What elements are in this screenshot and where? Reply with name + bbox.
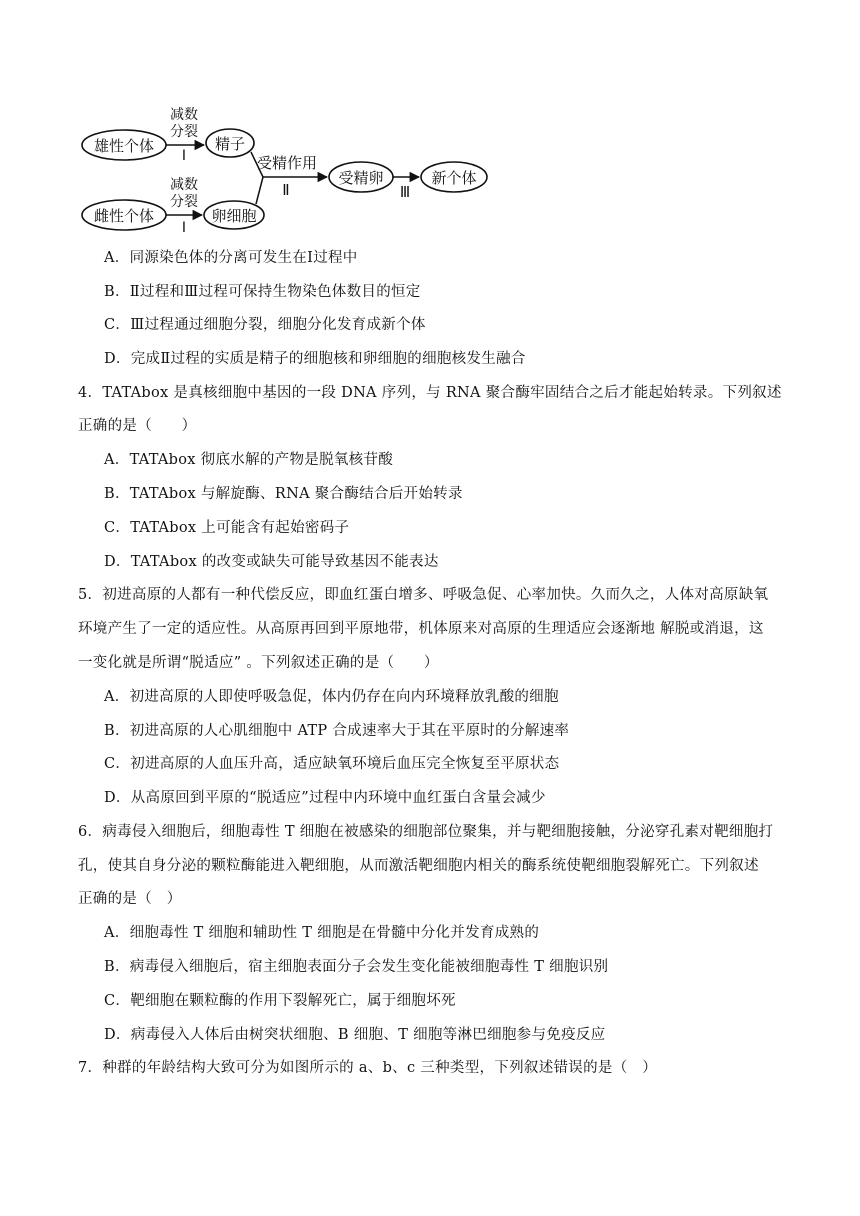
svg-text:减数: 减数 [170, 177, 198, 193]
svg-text:雌性个体: 雌性个体 [93, 207, 155, 225]
sperm-node [206, 129, 254, 157]
svg-text:精子: 精子 [214, 135, 246, 153]
q6-option-c: C．靶细胞在颗粒酶的作用下裂解死亡，属于细胞坏死 [104, 993, 456, 1009]
svg-text:Ⅰ: Ⅰ [181, 220, 187, 236]
q7-stem-line-1: 7．种群的年龄结构大致可分为如图所示的 a、b、c 三种类型，下列叙述错误的是（ ） [78, 1060, 658, 1076]
meiosis-label-top [170, 106, 198, 164]
svg-text:受精作用: 受精作用 [256, 154, 318, 172]
q6-option-b: B．病毒侵入细胞后，宿主细胞表面分子会发生变化能被细胞毒性 T 细胞识别 [104, 959, 609, 975]
svg-text:分裂: 分裂 [170, 194, 198, 210]
svg-text:Ⅰ: Ⅰ [181, 148, 187, 164]
svg-text:Ⅱ: Ⅱ [282, 181, 290, 199]
q4-option-d: D．TATAbox 的改变或缺失可能导致基因不能表达 [104, 554, 439, 570]
svg-text:分裂: 分裂 [170, 124, 198, 140]
q4-stem-line-1: 4．TATAbox 是真核细胞中基因的一段 DNA 序列，与 RNA 聚合酶牢固结合之后才能起始转录。下列叙述 [78, 385, 782, 401]
q3-option-d: D．完成Ⅱ过程的实质是精子的细胞核和卵细胞的细胞核发生融合 [104, 351, 526, 367]
svg-text:受精卵: 受精卵 [338, 169, 384, 187]
q6-stem-line-2: 孔，使其自身分泌的颗粒酶能进入靶细胞，从而激活靶细胞内相关的酶系统使靶细胞裂解死亡。下列叙述 [78, 858, 759, 874]
svg-text:新个体: 新个体 [431, 169, 477, 187]
q5-option-b: B．初进高原的人心肌细胞中 ATP 合成速率大于其在平原时的分解速率 [104, 723, 570, 739]
q3-option-c: C．Ⅲ过程通过细胞分裂，细胞分化发育成新个体 [104, 317, 426, 333]
q5-option-d: D．从高原回到平原的“脱适应”过程中内环境中血红蛋白含量会减少 [104, 790, 546, 806]
meiosis-label-bottom [170, 176, 198, 236]
male-individual-node [82, 130, 166, 160]
q4-option-a: A．TATAbox 彻底水解的产物是脱氧核苷酸 [104, 452, 394, 468]
q6-option-a: A．细胞毒性 T 细胞和辅助性 T 细胞是在骨髓中分化并发育成熟的 [104, 925, 540, 941]
zygote-node [329, 162, 393, 192]
new-individual-node [421, 162, 487, 192]
roman-III-label: Ⅲ [399, 183, 411, 201]
egg-node [204, 201, 264, 229]
q6-stem-line-1: 6．病毒侵入细胞后，细胞毒性 T 细胞在被感染的细胞部位聚集，并与靶细胞接触，分泌穿孔素对靶细胞打 [78, 824, 774, 840]
q5-stem-line-3: 一变化就是所谓“脱适应” 。下列叙述正确的是（ ） [78, 655, 439, 671]
q4-option-c: C．TATAbox 上可能含有起始密码子 [104, 520, 350, 536]
female-individual-node [82, 200, 166, 230]
q5-stem-line-1: 5．初进高原的人都有一种代偿反应，即血红蛋白增多、呼吸急促、心率加快。久而久之，人体对高原缺氧 [78, 587, 769, 603]
join-line-egg [256, 177, 263, 204]
q4-option-b: B．TATAbox 与解旋酶、RNA 聚合酶结合后开始转录 [104, 486, 463, 502]
q5-stem-line-2: 环境产生了一定的适应性。从高原再回到平原地带，机体原来对高原的生理适应会逐渐地 解脱或消退，这 [78, 621, 764, 637]
svg-text:雄性个体: 雄性个体 [93, 137, 155, 155]
q3-option-b: B．Ⅱ过程和Ⅲ过程可保持生物染色体数目的恒定 [104, 284, 421, 300]
q3-option-a: A．同源染色体的分离可发生在Ⅰ过程中 [104, 250, 358, 266]
q6-option-d: D．病毒侵入人体后由树突状细胞、B 细胞、T 细胞等淋巴细胞参与免疫反应 [104, 1027, 606, 1043]
q5-option-c: C．初进高原的人血压升高，适应缺氧环境后血压完全恢复至平原状态 [104, 756, 560, 772]
q6-stem-line-3: 正确的是（ ） [78, 891, 182, 907]
q4-stem-line-2: 正确的是（ ） [78, 418, 197, 434]
q5-option-a: A．初进高原的人即使呼吸急促，体内仍存在向内环境释放乳酸的细胞 [104, 689, 559, 705]
svg-text:卵细胞: 卵细胞 [211, 207, 257, 225]
reproduction-flow-diagram [78, 100, 518, 240]
svg-text:减数: 减数 [170, 107, 198, 123]
